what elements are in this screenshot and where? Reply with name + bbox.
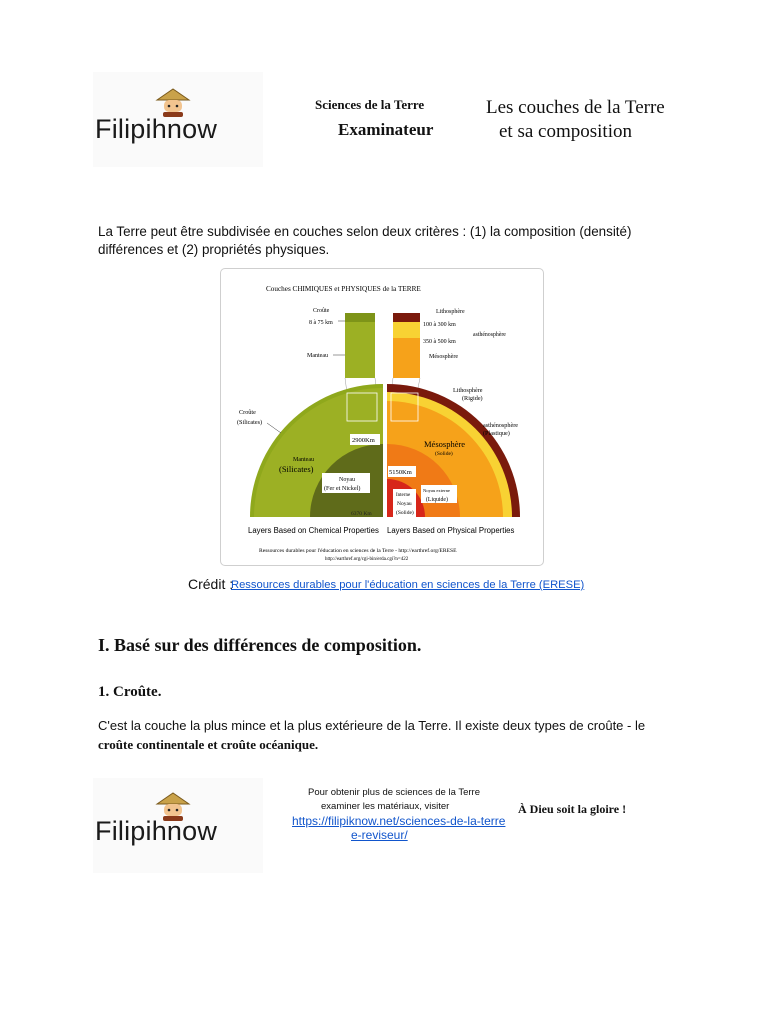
- footer-logo: [93, 778, 263, 873]
- footer-line2: examiner les matériaux, visiter: [321, 801, 450, 812]
- subsection-heading: 1. Croûte.: [98, 684, 162, 700]
- label-manteau-inner2: (Silicates): [279, 464, 314, 474]
- label-astheno-top: asthénosphère: [473, 332, 506, 338]
- footer-glory: À Dieu soit la gloire !: [518, 802, 627, 816]
- label-inner-core2: Noyau: [397, 501, 412, 507]
- meso-column: [393, 338, 420, 378]
- caption-chemical: Layers Based on Chemical Properties: [248, 526, 379, 535]
- figure-source-line1: Ressources durables pour l'éducation en sciences de la Terre - http://earthref.org/ERESE: [259, 548, 457, 554]
- label-depth-6370: 6370 Km: [351, 511, 372, 517]
- earth-layers-diagram: [221, 269, 543, 565]
- label-depth-2900: 2900Km: [352, 437, 375, 444]
- label-croute-side2: (Silicates): [237, 419, 263, 426]
- label-meso-top: Mésosphère: [429, 354, 458, 360]
- intro-line1: La Terre peut être subdivisée en couches selon deux critères : (1) la composition (densité): [98, 224, 632, 239]
- label-meso: Mésosphère: [424, 439, 466, 449]
- label-depth-350: 350 à 500 km: [423, 339, 456, 345]
- label-outer-core: Noyau externe: [423, 488, 450, 493]
- header-title-line2: et sa composition: [499, 121, 632, 142]
- label-astheno: asthénosphère: [483, 422, 519, 429]
- footer-line1: Pour obtenir plus de sciences de la Terre: [308, 787, 480, 798]
- caption-physical: Layers Based on Physical Properties: [387, 526, 515, 535]
- figure-source-line2: http://earthref.org/cgi-bin/erda.cgi?n=422: [325, 557, 409, 562]
- label-croute-side: Croûte: [239, 409, 256, 416]
- section-text-line2: croûte continentale et croûte océanique.: [98, 737, 319, 752]
- footer-logo-text: Filipihnow: [95, 816, 218, 846]
- figure-title: Couches CHIMIQUES et PHYSIQUES de la TERRE: [266, 285, 421, 293]
- credit-label: Crédit :: [188, 576, 234, 592]
- header-logo: [93, 72, 263, 167]
- label-manteau-top: Manteau: [307, 353, 328, 359]
- label-litho-top: Lithosphère: [436, 309, 465, 315]
- section-text-line1: C'est la couche la plus mince et la plus extérieure de la Terre. Il existe deux types de croûte - le: [98, 718, 646, 733]
- label-depth-5150: 5150Km: [389, 469, 412, 476]
- label-noyau2: (Fer et Nickel): [324, 485, 361, 492]
- label-inner-core3: (Solide): [396, 510, 414, 516]
- footer-link-line1[interactable]: https://filipiknow.net/sciences-de-la-terre: [292, 814, 506, 828]
- astheno-column: [393, 322, 420, 338]
- earth-layers-figure: [220, 268, 544, 566]
- header-subject: Sciences de la Terre: [315, 97, 425, 112]
- croute-column: [345, 313, 375, 322]
- label-noyau: Noyau: [339, 477, 355, 483]
- label-croute-top: Croûte: [313, 308, 330, 314]
- label-lithosphere2: (Rigide): [462, 395, 483, 402]
- credit-link[interactable]: Ressources durables pour l'éducation en sciences de la Terre (ERESE): [231, 579, 585, 591]
- label-inner-core: Interne: [396, 493, 411, 498]
- header-title-line1: Les couches de la Terre: [486, 97, 665, 118]
- manteau-column: [345, 322, 375, 378]
- footer-link-line2[interactable]: e-reviseur/: [351, 828, 408, 842]
- label-depth-100: 100 à 300 km: [423, 322, 456, 328]
- label-outer-core2: (Liquide): [426, 497, 448, 503]
- header-role: Examinateur: [338, 120, 434, 139]
- label-croute-depth: 8 à 75 km: [309, 320, 333, 326]
- label-manteau-inner: Manteau: [293, 457, 314, 463]
- label-meso2: (Solide): [435, 451, 453, 457]
- intro-line2: différences et (2) propriétés physiques.: [98, 242, 330, 257]
- logo-text: Filipihnow: [95, 114, 218, 144]
- label-astheno2: (Plastique): [483, 430, 510, 437]
- section-heading: I. Basé sur des différences de composition.: [98, 635, 422, 655]
- label-lithosphere: Lithosphère: [453, 387, 483, 394]
- litho-column: [393, 313, 420, 322]
